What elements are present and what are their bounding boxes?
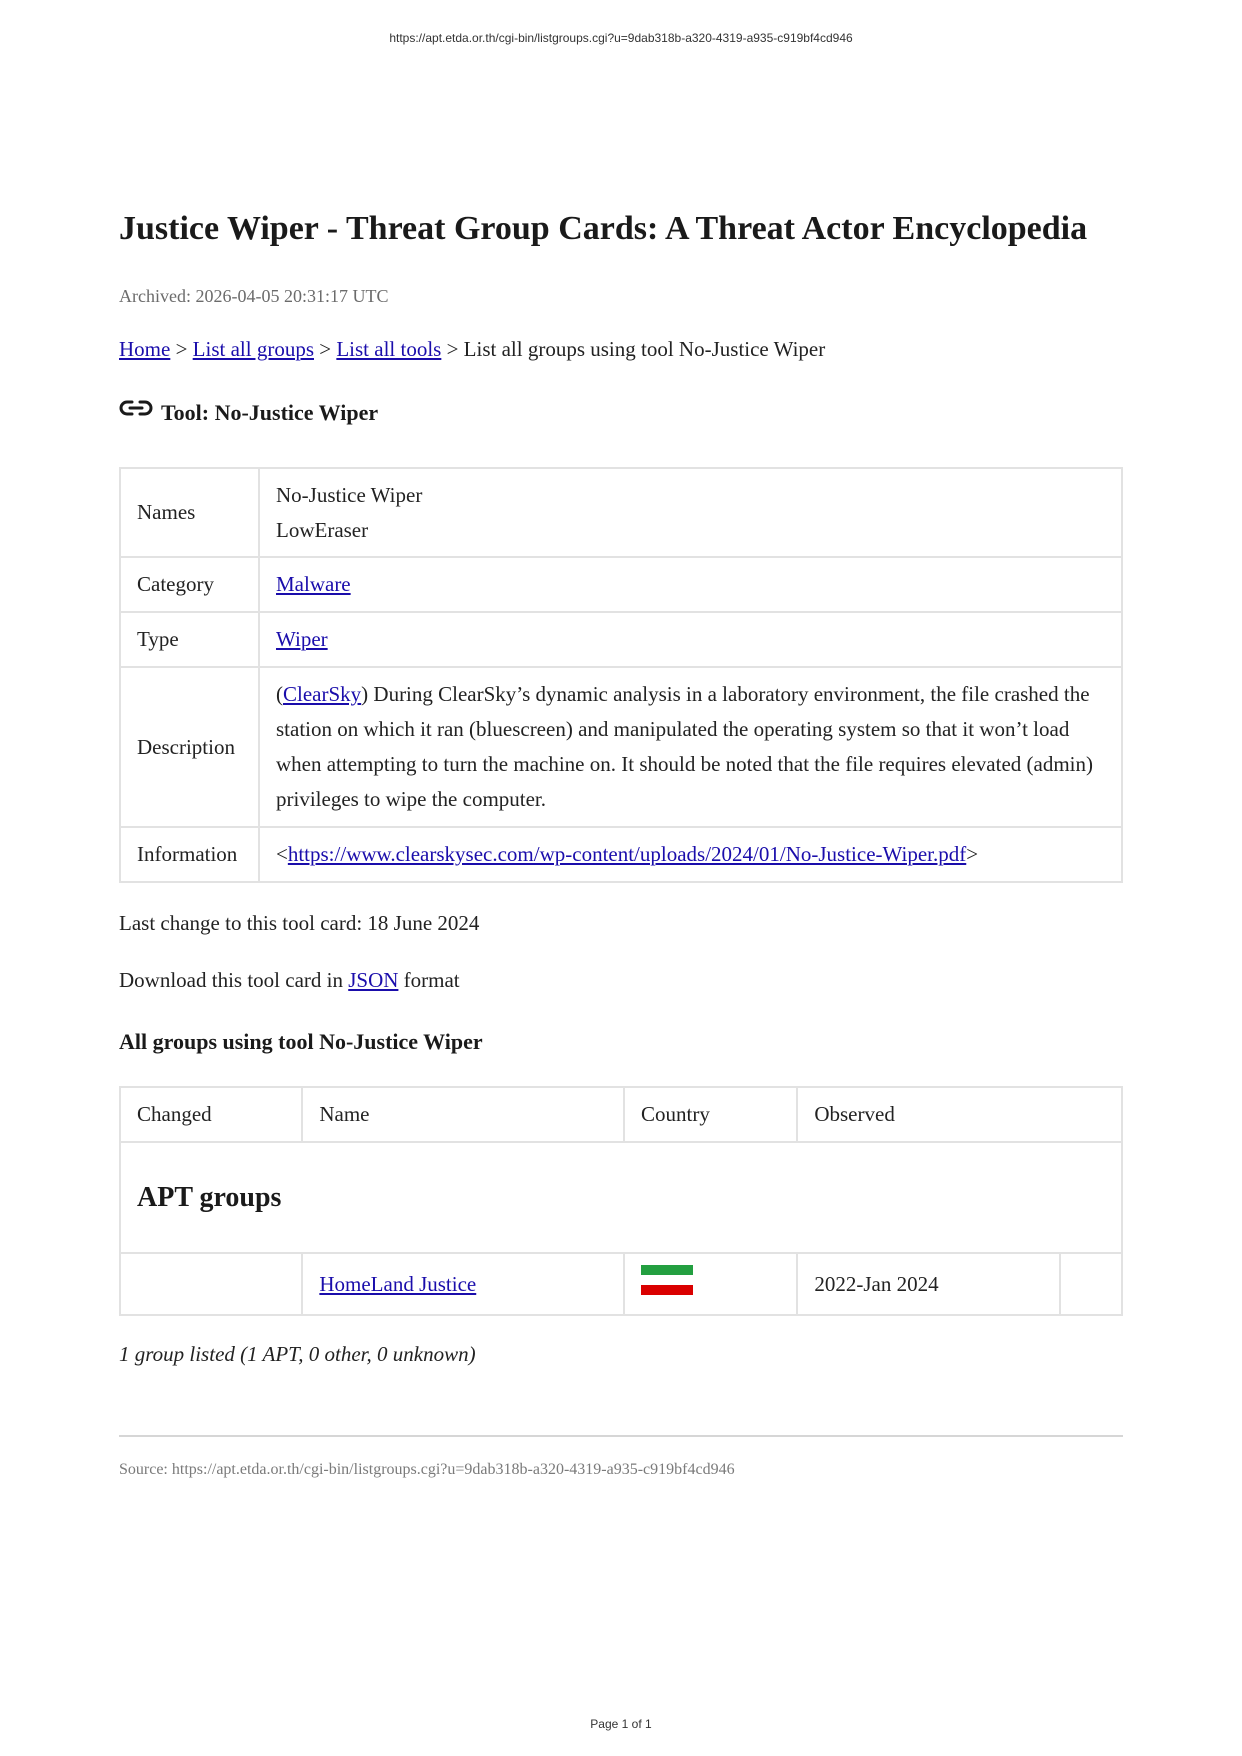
breadcrumb [119,337,825,362]
breadcrumb-separator: > [170,337,193,361]
link-icon [119,398,153,418]
category-link[interactable]: Malware [276,572,351,596]
category-label: Category [120,557,259,612]
groups-summary: 1 group listed (1 APT, 0 other, 0 unknown) [119,1342,476,1366]
page-title: Justice Wiper - Threat Group Cards: A Threat Actor Encyclopedia [119,210,1088,247]
information-open-bracket: < [276,842,288,866]
last-change-text: Last change to this tool card: 18 June 2024 [119,911,480,935]
groups-table-header [120,1087,1122,1142]
information-link[interactable]: https://www.clearskysec.com/wp-content/uploads/2024/01/No-Justice-Wiper.pdf [287,842,967,866]
tool-heading-text: Tool: No-Justice Wiper [161,400,379,425]
type-label: Type [120,612,259,667]
description-value [259,667,1122,827]
information-label: Information [120,827,259,882]
name-item: LowEraser [276,517,369,542]
apt-groups-section-label: APT groups [120,1142,1122,1253]
tool-info-table [119,467,1123,883]
archived-timestamp: Archived: 2026-04-05 20:31:17 UTC [119,286,389,306]
download-prefix: Download this tool card in [119,968,349,992]
table-row-type [120,612,1122,667]
category-value [259,557,1122,612]
description-text: ) During ClearSky’s dynamic analysis in a laboratory environment, the file crashed the station on which it ran (bluescreen) and manipulated the operating system so that it won’t load when attempting to turn the machine on. It should be noted that the file requires elevated (admin) privileges to wipe the computer. [276,682,1094,811]
group-observed-cell: 2022-Jan 2024 [797,1253,1060,1315]
breadcrumb-home-link[interactable]: Home [119,337,171,361]
group-name-cell [302,1253,624,1315]
page-number: Page 1 of 1 [590,1717,652,1731]
group-name-link[interactable]: HomeLand Justice [319,1271,477,1296]
download-line [119,968,460,993]
name-item: No-Justice Wiper [276,482,423,507]
iran-flag-icon: ● [641,1265,693,1295]
column-header-name: Name [302,1087,624,1142]
group-extra-cell [1060,1253,1122,1315]
breadcrumb-list-tools-link[interactable]: List all tools [336,337,442,361]
description-label: Description [120,667,259,827]
table-row [120,1253,1122,1315]
table-row-description [120,667,1122,827]
footer-divider [119,1435,1123,1437]
groups-table [119,1086,1123,1316]
type-link[interactable]: Wiper [276,627,328,651]
tool-heading [119,400,378,426]
information-close-bracket: > [966,842,979,866]
source-url: Source: https://apt.etda.or.th/cgi-bin/listgroups.cgi?u=9dab318b-a320-4319-a935-c919bf4cd946 [119,1461,735,1478]
description-open-paren: ( [276,682,283,706]
column-header-observed: Observed [797,1087,1122,1142]
print-header-url: https://apt.etda.or.th/cgi-bin/listgroups.cgi?u=9dab318b-a320-4319-a935-c919bf4cd946 [389,31,853,45]
breadcrumb-current: > List all groups using tool No-Justice Wiper [441,337,826,361]
names-label: Names [120,468,259,557]
column-header-country: Country [624,1087,797,1142]
description-source-link[interactable]: ClearSky [283,682,362,706]
apt-groups-section-row [120,1142,1122,1253]
table-row-information [120,827,1122,882]
column-header-changed: Changed [120,1087,302,1142]
information-value [259,827,1122,882]
breadcrumb-list-groups-link[interactable]: List all groups [192,337,314,361]
groups-heading: All groups using tool No-Justice Wiper [119,1029,483,1054]
table-row-category [120,557,1122,612]
type-value [259,612,1122,667]
group-changed-cell [120,1253,302,1315]
breadcrumb-separator: > [314,337,337,361]
table-row-names [120,468,1122,557]
download-suffix: format [398,968,460,992]
group-country-cell [624,1253,797,1315]
json-download-link[interactable]: JSON [348,968,399,992]
names-value [259,468,1122,557]
